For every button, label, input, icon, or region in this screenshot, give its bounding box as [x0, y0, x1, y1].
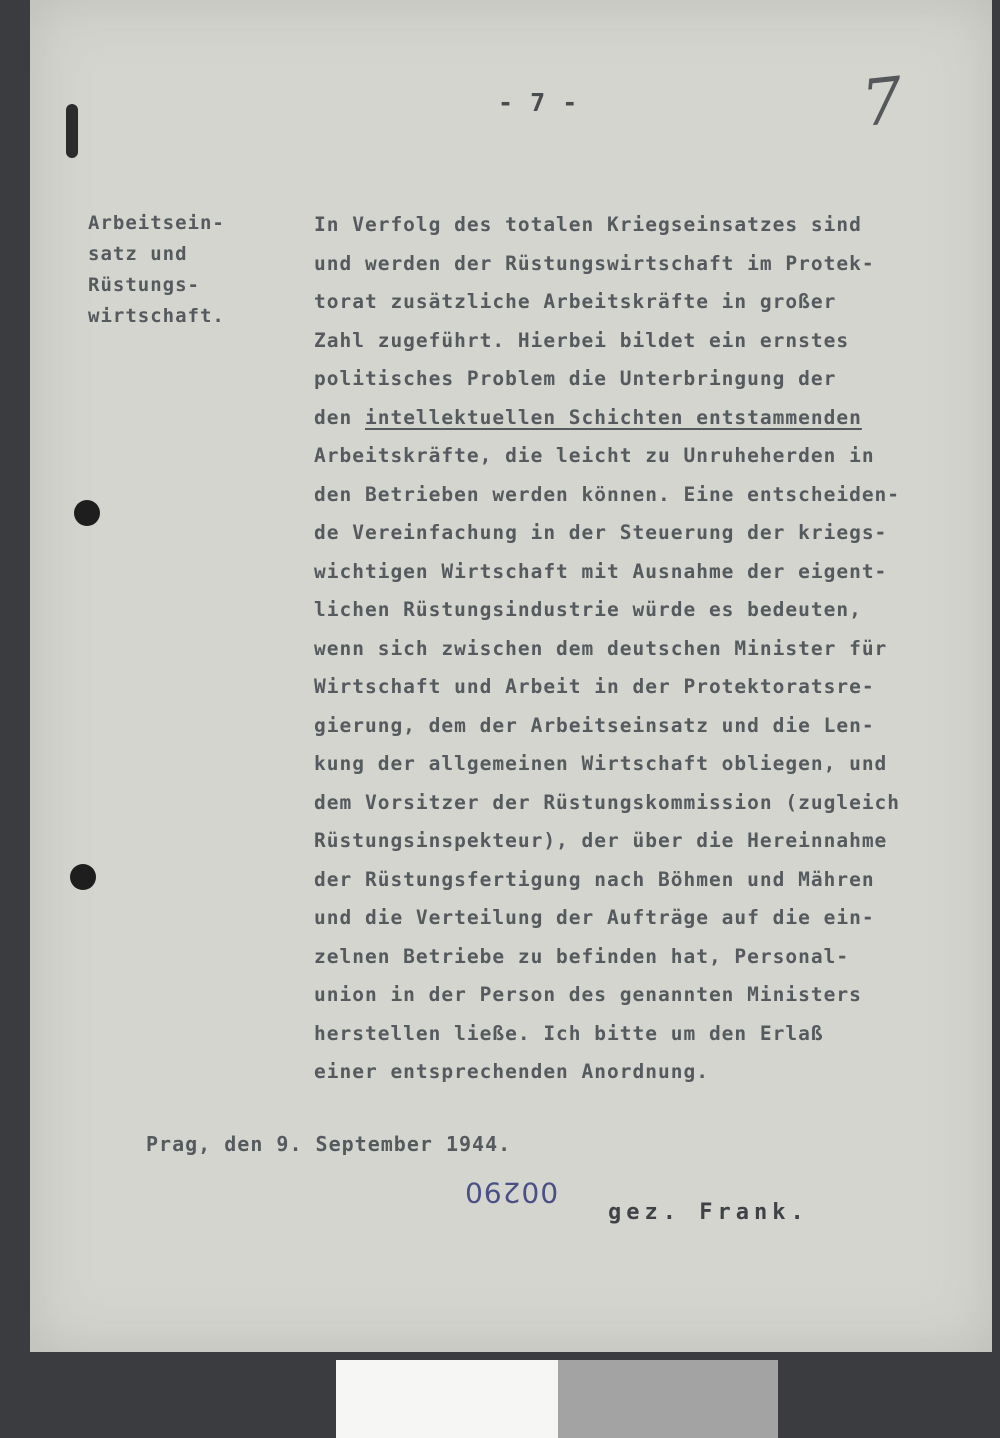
margin-heading-line: Rüstungs-: [88, 274, 200, 296]
margin-heading-line: wirtschaft.: [88, 305, 225, 327]
body-line: wichtigen Wirtschaft mit Ausnahme der eigent-: [314, 559, 888, 583]
underlined-phrase: intellektuellen Schichten entstammenden: [364, 405, 862, 429]
body-line: lichen Rüstungsindustrie würde es bedeuten,: [314, 598, 862, 621]
body-line: zelnen Betriebe zu befinden hat, Personal-: [314, 944, 850, 968]
page-number: - 7 -: [498, 88, 579, 117]
calibration-tab-white: [336, 1360, 558, 1438]
body-line: union in der Person des genannten Ministers: [314, 983, 862, 1006]
body-line: und werden der Rüstungswirtschaft im Protek-: [314, 251, 875, 275]
margin-ink-mark: [66, 104, 78, 158]
body-line: einer entsprechenden Anordnung.: [314, 1060, 709, 1083]
body-line: torat zusätzliche Arbeitskräfte in großer: [314, 290, 837, 313]
body-line: In Verfolg des totalen Kriegseinsatzes sind: [314, 213, 862, 236]
body-line: Arbeitskräfte, die leicht zu Unruheherden in: [314, 444, 875, 467]
body-line: den Betrieben werden können. Eine entscheiden-: [314, 482, 901, 506]
body-line: herstellen ließe. Ich bitte um den Erlaß: [314, 1021, 824, 1045]
body-line-prefix: den: [314, 405, 365, 429]
body-line: kung der allgemeinen Wirtschaft obliegen, und: [314, 752, 888, 775]
date-line: Prag, den 9. September 1944.: [146, 1132, 512, 1156]
body-line: de Vereinfachung in der Steuerung der kriegs-: [314, 521, 888, 544]
body-line: politisches Problem die Unterbringung der: [314, 367, 837, 390]
body-line: gierung, dem der Arbeitseinsatz und die Len-: [314, 713, 875, 737]
body-paragraph: [314, 206, 974, 1092]
handwritten-page-number: 7: [858, 64, 907, 142]
body-line: wenn sich zwischen dem deutschen Minister für: [314, 636, 888, 660]
body-line: Wirtschaft und Arbeit in der Protektoratsre-: [314, 675, 875, 698]
body-line: dem Vorsitzer der Rüstungskommission (zugleich: [314, 790, 901, 814]
margin-heading-line: satz und: [88, 243, 188, 265]
body-line: und die Verteilung der Aufträge auf die ein-: [314, 906, 875, 929]
body-line: der Rüstungsfertigung nach Böhmen und Mähren: [314, 867, 875, 891]
body-line: Zahl zugeführt. Hierbei bildet ein ernstes: [314, 328, 850, 352]
archive-stamp-number: 00290: [464, 1176, 559, 1209]
punch-hole-lower: [70, 864, 96, 890]
punch-hole-upper: [74, 500, 100, 526]
body-line: Rüstungsinspekteur), der über die Hereinnahme: [314, 829, 888, 852]
body-line-with-underline: [314, 399, 974, 438]
signature-line: gez. Frank.: [608, 1200, 809, 1225]
margin-heading: [88, 208, 268, 332]
calibration-tab-gray: [558, 1360, 778, 1438]
margin-heading-line: Arbeitsein-: [88, 212, 225, 234]
